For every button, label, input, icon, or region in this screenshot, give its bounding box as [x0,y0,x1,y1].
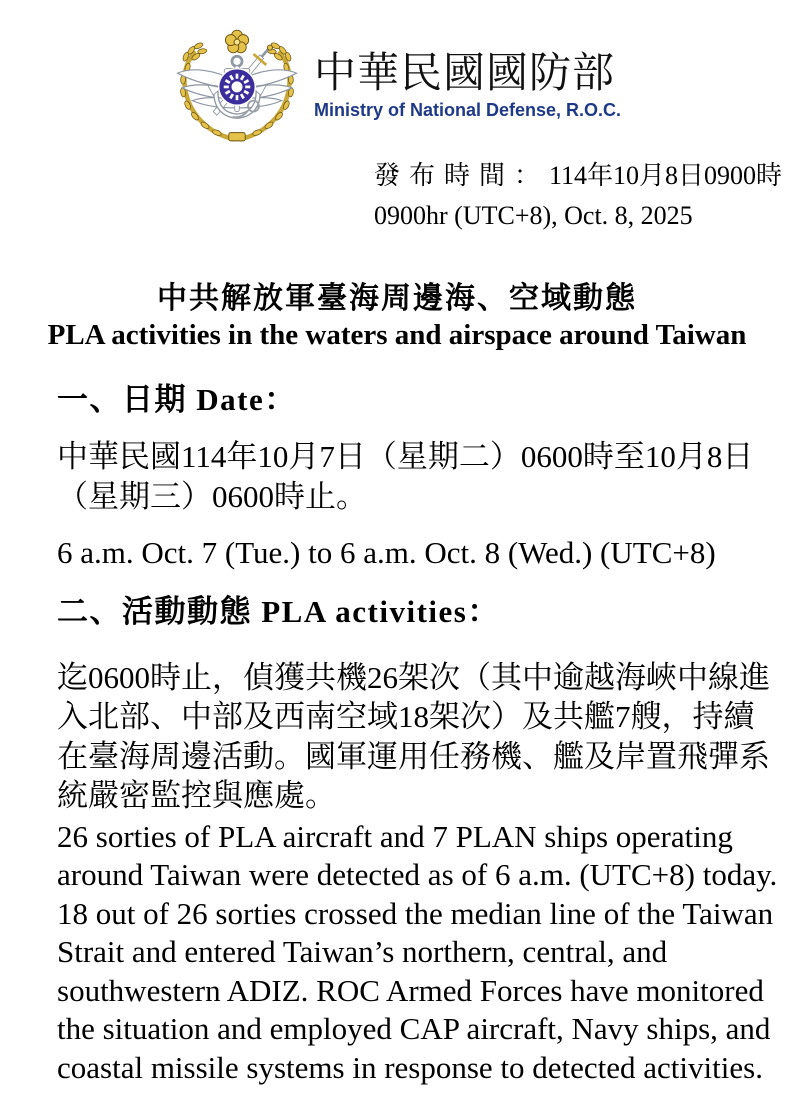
plum-blossom-icon [225,30,248,53]
activities-en-line: southwestern ADIZ. ROC Armed Forces have monitored [57,972,764,1008]
section-date-heading: 一、日期 Date： [57,382,297,417]
activities-zh-line: 在臺海周邊活動。國軍運用任務機、艦及岸置飛彈系 [57,738,770,774]
date-range-zh-line: （星期三）0600時止。 [57,478,367,514]
release-time-zh [374,156,794,196]
release-time-value: 114年10月8日0900時 [549,161,783,190]
org-name-zh: 中華民國國防部 [313,51,615,97]
document-body [57,380,778,1087]
date-range-zh [57,437,754,516]
activities-en-line: coastal missile systems in response to detected activities. [57,1049,763,1085]
activities-en-line: 26 sorties of PLA aircraft and 7 PLAN ships operating [57,818,733,854]
activities-en-line: the situation and employed CAP aircraft, Navy ships, and [57,1011,771,1046]
activities-en-line: 18 out of 26 sorties crossed the median line of the Taiwan [57,895,774,931]
sun-roundel-icon [219,69,256,106]
wreath-tie [229,133,245,141]
activities-en [57,818,778,1088]
release-time-block [374,156,794,236]
activities-en-line: Strait and entered Taiwan’s northern, central, and [57,934,668,969]
document-title [0,280,794,352]
activities-zh [57,658,770,816]
masthead [0,0,794,150]
activities-zh-line: 入北部、中部及西南空域18架次）及共艦7艘，持續 [57,699,755,734]
release-time-label: 發布時間： [374,161,550,190]
document-title-zh: 中共解放軍臺海周邊海、空域動態 [157,282,637,315]
mnd-emblem [173,23,301,149]
org-names [314,50,621,122]
document-title-en: PLA activities in the waters and airspace around Taiwan [47,319,747,351]
org-name-en: Ministry of National Defense, R.O.C. [313,100,622,120]
date-range-en-line: 6 a.m. Oct. 7 (Tue.) to 6 a.m. Oct. 8 (Wed.) (UTC+8) [57,535,716,570]
activities-zh-line: 統嚴密監控與應處。 [57,778,336,813]
activities-zh-line: 迄0600時止，偵獲共機26架次（其中逾越海峽中線進 [57,659,770,695]
section-activities-heading: 二、活動動態 PLA activities： [57,593,500,629]
release-time-en: 0900hr (UTC+8), Oct. 8, 2025 [374,201,693,230]
activities-en-line: around Taiwan were detected as of 6 a.m. (UTC+8) today. [57,857,778,892]
date-range-en [57,534,754,573]
date-range-zh-line: 中華民國114年10月7日（星期二）0600時至10月8日 [57,439,754,474]
